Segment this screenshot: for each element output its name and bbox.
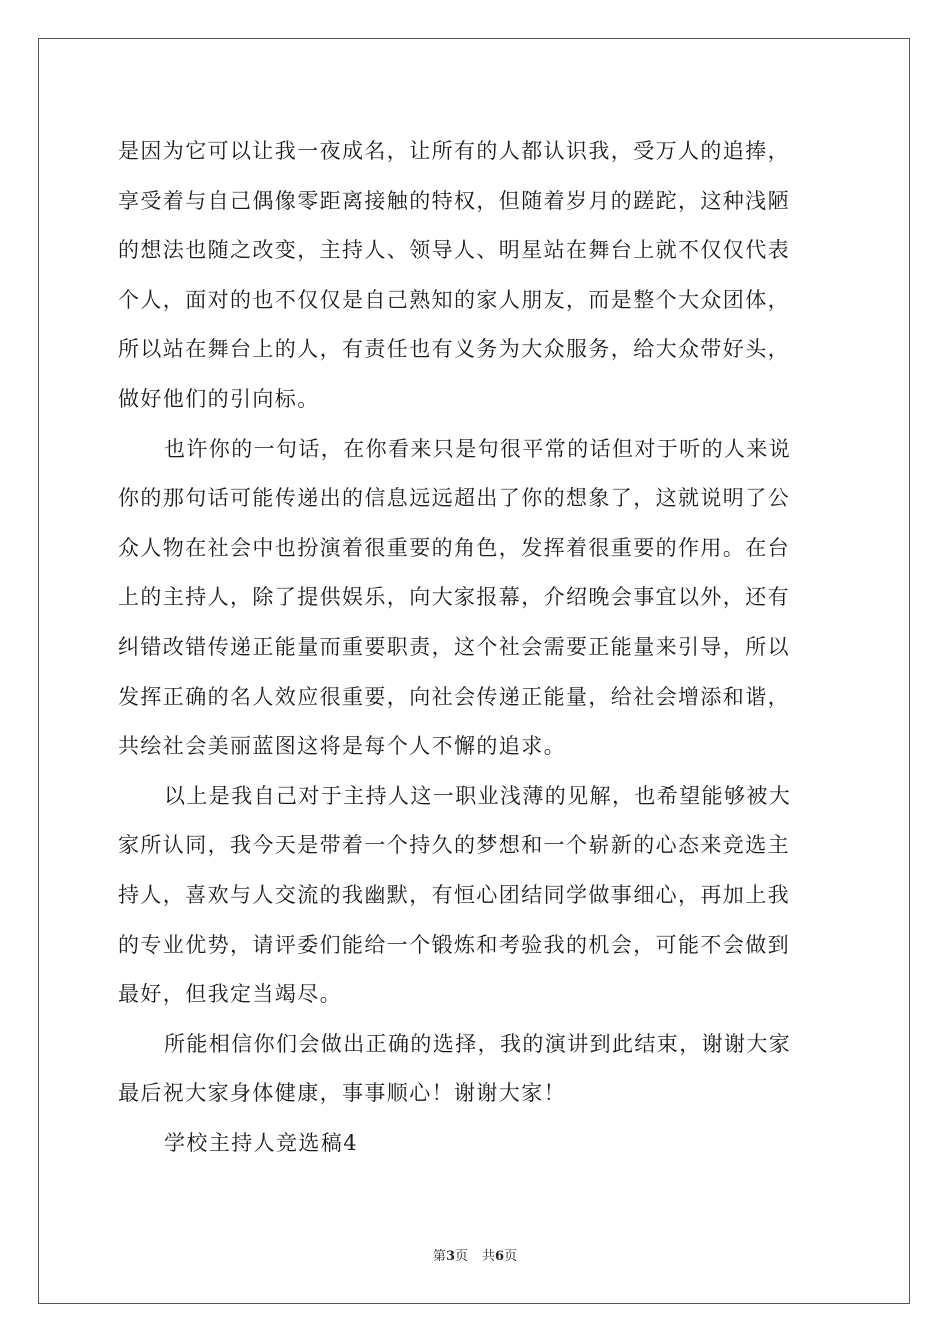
text-line: 纠错改错传递正能量而重要职责，这个社会需要正能量来引导，所以 bbox=[118, 634, 790, 659]
text-line: 众人物在社会中也扮演着很重要的角色，发挥着很重要的作用。在台 bbox=[118, 535, 790, 560]
text-line: 最后祝大家身体健康，事事顺心！谢谢大家！ bbox=[118, 1081, 566, 1106]
total-suffix: 页 bbox=[504, 1249, 518, 1264]
paragraph-start-line: 以上是我自己对于主持人这一职业浅薄的见解，也希望能够被大 bbox=[164, 783, 792, 808]
text-line: 的专业优势，请评委们能给一个锻炼和考验我的机会，可能不会做到 bbox=[118, 932, 790, 957]
paragraph-start-line: 也许你的一句话，在你看来只是句很平常的话但对于听的人来说 bbox=[164, 436, 792, 461]
page-prefix: 第 bbox=[432, 1249, 446, 1264]
total-prefix: 共 bbox=[482, 1249, 496, 1264]
text-line: 持人，喜欢与人交流的我幽默，有恒心团结同学做事细心，再加上我 bbox=[118, 882, 790, 907]
total-page-number: 6 bbox=[495, 1249, 505, 1264]
text-line: 上的主持人，除了提供娱乐，向大家报幕，介绍晚会事宜以外，还有 bbox=[118, 585, 790, 610]
text-line: 享受着与自己偶像零距离接触的特权，但随着岁月的蹉跎，这种浅陋 bbox=[118, 188, 790, 213]
text-line: 最好，但我定当竭尽。 bbox=[118, 982, 342, 1007]
text-line: 发挥正确的名人效应很重要，向社会传递正能量，给社会增添和谐， bbox=[118, 684, 790, 709]
text-line: 做好他们的引向标。 bbox=[118, 386, 320, 411]
page-number-footer bbox=[0, 1245, 950, 1264]
page-suffix: 页 bbox=[454, 1249, 468, 1264]
text-line: 的想法也随之改变，主持人、领导人、明星站在舞台上就不仅仅代表 bbox=[118, 238, 790, 263]
document-body bbox=[118, 127, 833, 1168]
text-line: 家所认同，我今天是带着一个持久的梦想和一个崭新的心态来竞选主 bbox=[118, 833, 790, 858]
text-line: 你的那句话可能传递出的信息远远超出了你的想象了，这就说明了公 bbox=[118, 486, 790, 511]
text-line: 所以站在舞台上的人，有责任也有义务为大众服务，给大众带好头， bbox=[118, 337, 790, 362]
text-line: 共绘社会美丽蓝图这将是每个人不懈的追求。 bbox=[118, 734, 566, 759]
text-line: 是因为它可以让我一夜成名，让所有的人都认识我，受万人的追捧， bbox=[118, 139, 790, 163]
current-page-number: 3 bbox=[445, 1249, 455, 1264]
paragraph-start-line: 所能相信你们会做出正确的选择，我的演讲到此结束，谢谢大家 bbox=[164, 1031, 792, 1056]
section-heading: 学校主持人竞选稿4 bbox=[164, 1130, 358, 1155]
text-line: 个人，面对的也不仅仅是自己熟知的家人朋友，而是整个大众团体， bbox=[118, 287, 790, 312]
